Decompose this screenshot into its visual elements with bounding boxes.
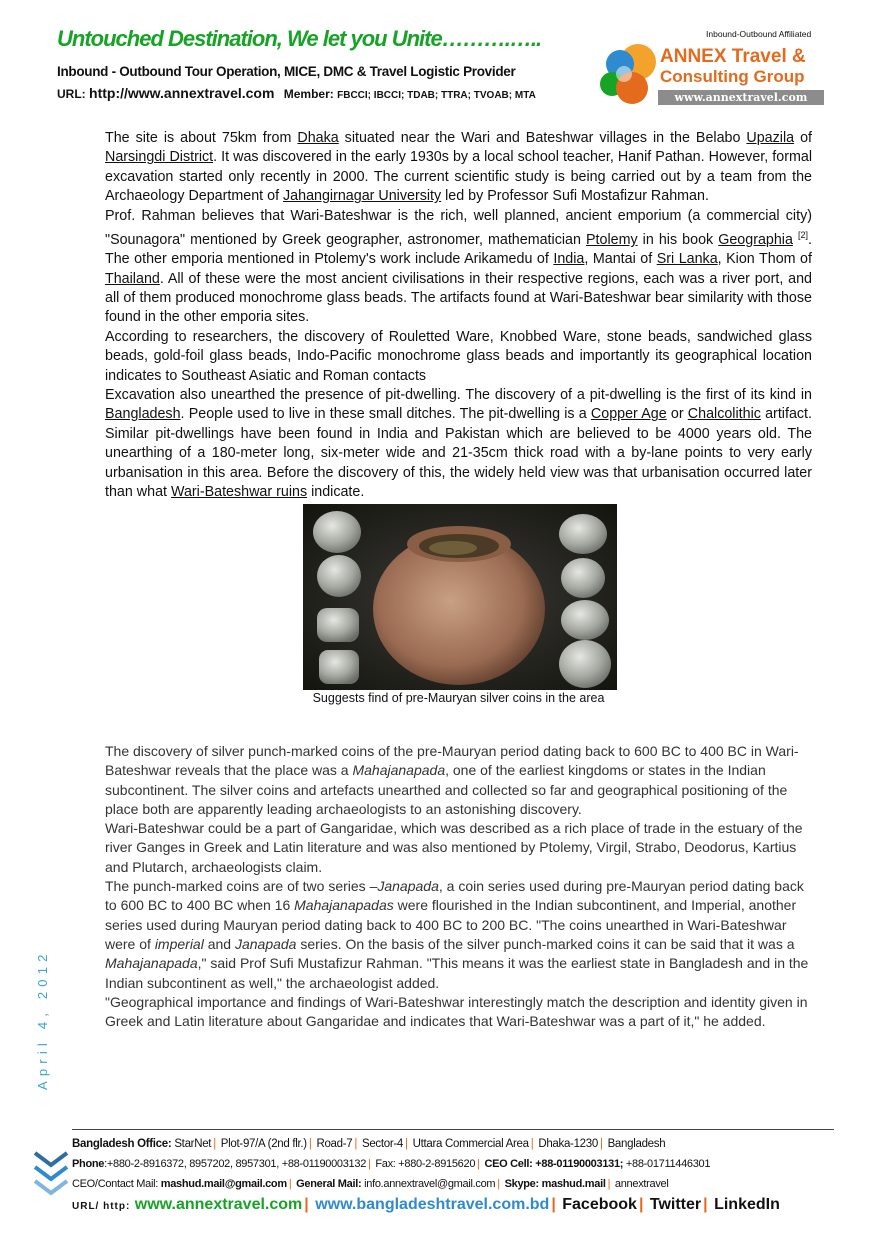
- page-header: [0, 0, 870, 120]
- link-copper-age[interactable]: Copper Age: [590, 406, 667, 423]
- paragraph-coin-series: [105, 877, 810, 993]
- link-narsingdi[interactable]: Narsingdi District: [105, 149, 214, 166]
- link-sri-lanka[interactable]: Sri Lanka: [656, 251, 718, 268]
- text: and: [203, 935, 235, 952]
- office-part: Plot-97/A (2nd flr.): [220, 1138, 307, 1150]
- separator: |: [368, 1158, 371, 1170]
- link-upazila[interactable]: Upazila: [746, 130, 795, 146]
- separator: |: [304, 1196, 309, 1213]
- reference-marker[interactable]: [2]: [797, 230, 808, 241]
- office-part: Road-7: [316, 1138, 353, 1150]
- logo-url: www.annextravel.com: [658, 90, 824, 105]
- linkedin-link[interactable]: LinkedIn: [714, 1196, 780, 1213]
- text: , Mantai of: [584, 251, 657, 268]
- member-list: FBCCI; IBCCI; TDAB; TTRA; TVOAB; MTA: [337, 90, 536, 101]
- header-url-link[interactable]: http://www.annextravel.com: [89, 85, 275, 101]
- paragraph-silver-coins: [105, 742, 810, 819]
- text: series. On the basis of the silver punch-marked coins it can be said that it was a: [296, 935, 795, 952]
- url-label: URL:: [57, 87, 86, 101]
- footer-links-row: [72, 1194, 842, 1218]
- separator: |: [354, 1138, 358, 1150]
- article-bottom: [105, 742, 810, 1031]
- site-link-annextravel[interactable]: www.annextravel.com: [134, 1196, 303, 1213]
- facebook-link[interactable]: Facebook: [562, 1196, 637, 1213]
- separator: |: [599, 1138, 603, 1150]
- logo-subname: Consulting Group: [660, 67, 805, 86]
- italic-text: Mahajanapada: [352, 762, 446, 779]
- ceo-extra-phone: +88-01711446301: [623, 1158, 711, 1170]
- office-part: Dhaka-1230: [538, 1138, 598, 1150]
- paragraph-pit-dwelling: [105, 386, 812, 502]
- site-link-bangladeshtravel[interactable]: www.bangladeshtravel.com.bd: [315, 1196, 550, 1213]
- footer-mail-row: [72, 1174, 842, 1194]
- text: in his book: [637, 231, 719, 248]
- text: Prof. Rahman believes that Wari-Bateshwar is the rich, well planned, ancient emporium (a commercial city) "Sounagora" mentioned by Greek geographer, astronomer, mathematician: [105, 207, 812, 248]
- general-mail-link[interactable]: info.annextravel@gmail.com: [364, 1178, 496, 1190]
- header-tagline: Untouched Destination, We let you Unite……….…..: [57, 26, 542, 51]
- link-jahangirnagar[interactable]: Jahangirnagar University: [283, 188, 442, 205]
- member-label: Member:: [283, 87, 334, 101]
- header-url-line: [57, 85, 536, 101]
- office-part: Uttara Commercial Area: [412, 1138, 529, 1150]
- link-thailand[interactable]: Thailand: [105, 270, 160, 287]
- footer-divider: [72, 1129, 834, 1130]
- paragraph-conclusion: "Geographical importance and findings of Wari-Bateshwar interestingly match the description and identity given in Greek and Latin literature about Gangaridae and indicates that Wari-Bateshwar was a part of it," he added.: [105, 993, 808, 1030]
- contact-mail-link[interactable]: mashud.mail@gmail.com: [160, 1178, 287, 1190]
- link-geographia[interactable]: Geographia: [718, 231, 793, 248]
- text: , a coin series used during pre-Mauryan period dating back to 600 BC to 400 BC when 16: [105, 878, 804, 914]
- link-dhaka[interactable]: Dhaka: [297, 130, 339, 146]
- skype-extra: annextravel: [614, 1178, 669, 1190]
- separator: |: [638, 1196, 644, 1213]
- ceo-label: CEO Cell: [484, 1158, 530, 1170]
- text: artifact. Similar pit-dwellings have been found in India and Pakistan which are believed to be 4000 years old. The unearthing of a 180-meter long, six-meter wide and 21-35cm thick road with a by-lane points to very early urbanisation in this area. Before the discovery of this, the widely held view was that urbanisation occurred later than what: [105, 406, 812, 501]
- text: , Kion Thom of: [717, 251, 812, 268]
- link-ptolemy[interactable]: Ptolemy: [585, 231, 638, 248]
- logo-affiliation: Inbound-Outbound Affiliated: [706, 29, 812, 39]
- photo-illustration: [303, 504, 617, 690]
- text: situated near the Wari and Bateshwar villages in the Belabo: [338, 130, 747, 146]
- italic-text: imperial: [154, 935, 204, 952]
- text: The site is about 75km from: [105, 130, 298, 146]
- separator: |: [530, 1138, 534, 1150]
- twitter-link[interactable]: Twitter: [649, 1196, 702, 1213]
- text: were flourished in the Indian subcontinent, and Imperial, another series used during Mauryan period dating back to 400 BC to 200 BC. "The coins unearthed in Wari-Bateshwar were of: [105, 897, 797, 952]
- text: led by Professor Sufi Mostafizur Rahman.: [441, 188, 709, 205]
- text: . It was discovered in the early 1930s by a local school teacher, Hanif Pathan. However, formal excavation started only recently in 2000. The current scientific study is being carried out by a team from the Archaeology Department of: [105, 149, 812, 205]
- office-label: Bangladesh Office:: [72, 1138, 172, 1150]
- office-part: StarNet: [174, 1138, 212, 1150]
- figure: [105, 504, 812, 708]
- side-date: April 4, 2012: [35, 949, 50, 1090]
- figure-caption: Suggests find of pre-Mauryan silver coins in the area: [312, 691, 605, 706]
- paragraph-gangaridae: Wari-Bateshwar could be a part of Gangaridae, which was described as a rich place of trade in the estuary of the river Ganges in Greek and Latin literature and was also mentioned by Ptolemy, Virgil, Strabo, Deodorus, Kartius and Plutarch, archaeologists claim.: [105, 820, 803, 875]
- fax-number: Fax: +880-2-8915620: [375, 1158, 476, 1170]
- phone-label: Phone: [72, 1158, 105, 1170]
- separator: |: [308, 1138, 312, 1150]
- header-subtitle: Inbound - Outbound Tour Operation, MICE, DMC & Travel Logistic Provider: [57, 64, 516, 79]
- text: The punch-marked coins are of two series –: [105, 878, 378, 895]
- contact-mail-label: CEO/Contact Mail:: [72, 1178, 158, 1190]
- text: . People used to live in these small ditches. The pit-dwelling is a: [180, 406, 591, 423]
- italic-text: Janapada: [377, 878, 439, 895]
- separator: |: [405, 1138, 408, 1150]
- chevron-down-icon: [33, 1149, 69, 1199]
- italic-text: Mahajanapada: [105, 955, 198, 972]
- logo-name: ANNEX Travel &: [660, 46, 806, 67]
- phone-numbers: :+880-2-8916372, 8957202, 8957301, +88-01190003132: [104, 1158, 367, 1170]
- paragraph-emporium: [105, 207, 812, 328]
- text: . The other emporia mentioned in Ptolemy's work include Arikamedu of: [105, 231, 812, 268]
- footer-office-row: [72, 1134, 842, 1154]
- url-label: URL/ http:: [72, 1201, 131, 1212]
- text: . All of these were the most ancient civilisations in their respective regions, each was a river port, and all of them produced monochrome glass beads. The artifacts found at Wari-Bateshwar bear similarity with those found in the other emporia sites.: [105, 270, 812, 326]
- separator: |: [703, 1196, 708, 1213]
- coins-and-pot-photo: [303, 504, 617, 690]
- separator: |: [288, 1178, 292, 1190]
- separator: |: [607, 1178, 611, 1190]
- ceo-phone: : +88-01190003131;: [529, 1158, 624, 1170]
- text: indicate.: [307, 484, 365, 501]
- text: ," said Prof Sufi Mustafizur Rahman. "This means it was the earliest state in Bangladesh and in the Indian subcontinent as well," the archaeologist added.: [105, 955, 809, 991]
- link-india[interactable]: India: [553, 251, 585, 268]
- text: Excavation also unearthed the presence of pit-dwelling. The discovery of a pit-dwelling is the first of its kind in: [105, 387, 812, 404]
- link-bangladesh[interactable]: Bangladesh: [105, 406, 181, 423]
- separator: |: [477, 1158, 480, 1170]
- office-part: Sector-4: [361, 1138, 404, 1150]
- italic-text: Janapada: [234, 935, 297, 952]
- text: of: [794, 130, 812, 146]
- separator: |: [213, 1138, 216, 1150]
- paragraph-site: [105, 129, 812, 207]
- page-footer: [72, 1134, 842, 1218]
- link-chalcolithic[interactable]: Chalcolithic: [687, 406, 761, 423]
- article-top: [105, 129, 812, 708]
- skype-id[interactable]: mashud.mail: [541, 1178, 606, 1190]
- skype-label: Skype:: [504, 1178, 539, 1190]
- text: The discovery of silver punch-marked coins of the pre-Mauryan period dating back to 600 BC to 400 BC in Wari-Bateshwar reveals that the place was a: [105, 743, 799, 779]
- link-wari-bateshwar-ruins[interactable]: Wari-Bateshwar ruins: [170, 484, 308, 501]
- separator: |: [497, 1178, 500, 1190]
- text: , one of the earliest kingdoms or states in the Indian subcontinent. The silver coins and artefacts unearthed and collected so far and geographical positioning of the place both are apparently leading archaeologists to an astonishing discovery.: [105, 762, 788, 817]
- footer-phone-row: [72, 1154, 842, 1174]
- italic-text: Mahajanapadas: [294, 897, 394, 914]
- office-part: Bangladesh: [607, 1138, 666, 1150]
- text: or: [666, 406, 688, 423]
- separator: |: [551, 1196, 556, 1213]
- general-mail-label: General Mail:: [296, 1178, 362, 1190]
- paragraph-researchers: According to researchers, the discovery of Rouletted Ware, Knobbed Ware, stone beads, sandwiched glass beads, gold-foil glass beads, Indo-Pacific monochrome glass beads and importantly its geographical location indicates to Southeast Asiatic and Roman contacts: [105, 328, 812, 384]
